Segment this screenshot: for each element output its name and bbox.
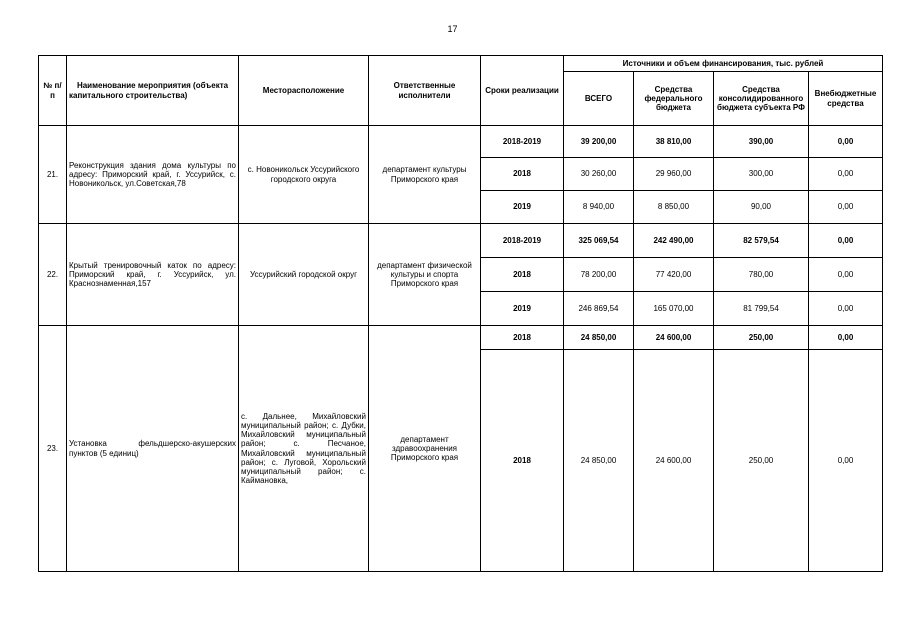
cell-regional: 81 799,54 <box>714 292 809 326</box>
cell-extra: 0,00 <box>809 191 883 224</box>
row-location: с. Новоникольск Уссурийского городского округа <box>239 126 369 224</box>
cell-period: 2018-2019 <box>481 126 564 158</box>
header-responsible: Ответственные исполнители <box>369 56 481 126</box>
cell-total: 8 940,00 <box>564 191 634 224</box>
row-location: с. Дальнее, Михайловский муниципальный район; с. Дубки, Михайловский муниципальный район; с. Песчаное, Михайловский муниципальный район; с. Луговой, Хорольский муниципальный район; с. Каймановка, <box>239 326 369 572</box>
cell-federal: 29 960,00 <box>634 158 714 191</box>
header-location: Месторасположение <box>239 56 369 126</box>
cell-extra: 0,00 <box>809 350 883 572</box>
cell-extra: 0,00 <box>809 292 883 326</box>
cell-period: 2018 <box>481 326 564 350</box>
cell-total: 30 260,00 <box>564 158 634 191</box>
cell-regional: 90,00 <box>714 191 809 224</box>
cell-federal: 242 490,00 <box>634 224 714 258</box>
financing-table <box>38 55 883 572</box>
cell-regional: 82 579,54 <box>714 224 809 258</box>
table-row <box>39 326 883 350</box>
row-num: 22. <box>39 224 67 326</box>
table-row <box>39 224 883 258</box>
cell-extra: 0,00 <box>809 326 883 350</box>
cell-regional: 250,00 <box>714 350 809 572</box>
cell-total: 246 869,54 <box>564 292 634 326</box>
row-num: 23. <box>39 326 67 572</box>
cell-extra: 0,00 <box>809 258 883 292</box>
cell-federal: 24 600,00 <box>634 350 714 572</box>
cell-period: 2019 <box>481 191 564 224</box>
cell-federal: 77 420,00 <box>634 258 714 292</box>
cell-regional: 390,00 <box>714 126 809 158</box>
cell-total: 78 200,00 <box>564 258 634 292</box>
cell-regional: 250,00 <box>714 326 809 350</box>
row-num: 21. <box>39 126 67 224</box>
header-federal: Средства федерального бюджета <box>634 72 714 126</box>
row-name: Реконструкция здания дома культуры по адресу: Приморский край, г. Уссурийск, с. Новоникольск, ул.Советская,78 <box>67 126 239 224</box>
cell-federal: 8 850,00 <box>634 191 714 224</box>
header-num: № п/п <box>39 56 67 126</box>
row-responsible: департамент культуры Приморского края <box>369 126 481 224</box>
cell-total: 24 850,00 <box>564 350 634 572</box>
cell-extra: 0,00 <box>809 224 883 258</box>
cell-regional: 780,00 <box>714 258 809 292</box>
row-name: Установка фельдшерско-акушерских пунктов (5 единиц) <box>67 326 239 572</box>
cell-total: 24 850,00 <box>564 326 634 350</box>
row-responsible: департамент здравоохранения Приморского края <box>369 326 481 572</box>
cell-period: 2019 <box>481 292 564 326</box>
cell-period: 2018-2019 <box>481 224 564 258</box>
cell-federal: 165 070,00 <box>634 292 714 326</box>
cell-extra: 0,00 <box>809 158 883 191</box>
header-name: Наименование мероприятия (объекта капитального строительства) <box>67 56 239 126</box>
row-name: Крытый тренировочный каток по адресу: Приморский край, г. Уссурийск, ул. Краснознаменная,157 <box>67 224 239 326</box>
cell-federal: 24 600,00 <box>634 326 714 350</box>
header-period: Сроки реализации <box>481 56 564 126</box>
cell-regional: 300,00 <box>714 158 809 191</box>
cell-extra: 0,00 <box>809 126 883 158</box>
cell-federal: 38 810,00 <box>634 126 714 158</box>
header-sources: Источники и объем финансирования, тыс. рублей <box>564 56 883 72</box>
table-row <box>39 126 883 158</box>
header-total: ВСЕГО <box>564 72 634 126</box>
row-location: Уссурийский городской округ <box>239 224 369 326</box>
row-responsible: департамент физической культуры и спорта Приморского края <box>369 224 481 326</box>
cell-period: 2018 <box>481 258 564 292</box>
header-extra: Внебюджетные средства <box>809 72 883 126</box>
cell-total: 39 200,00 <box>564 126 634 158</box>
page-number: 17 <box>447 24 458 34</box>
header-regional: Средства консолидированного бюджета субъекта РФ <box>714 72 809 126</box>
cell-total: 325 069,54 <box>564 224 634 258</box>
cell-period: 2018 <box>481 158 564 191</box>
cell-period: 2018 <box>481 350 564 572</box>
